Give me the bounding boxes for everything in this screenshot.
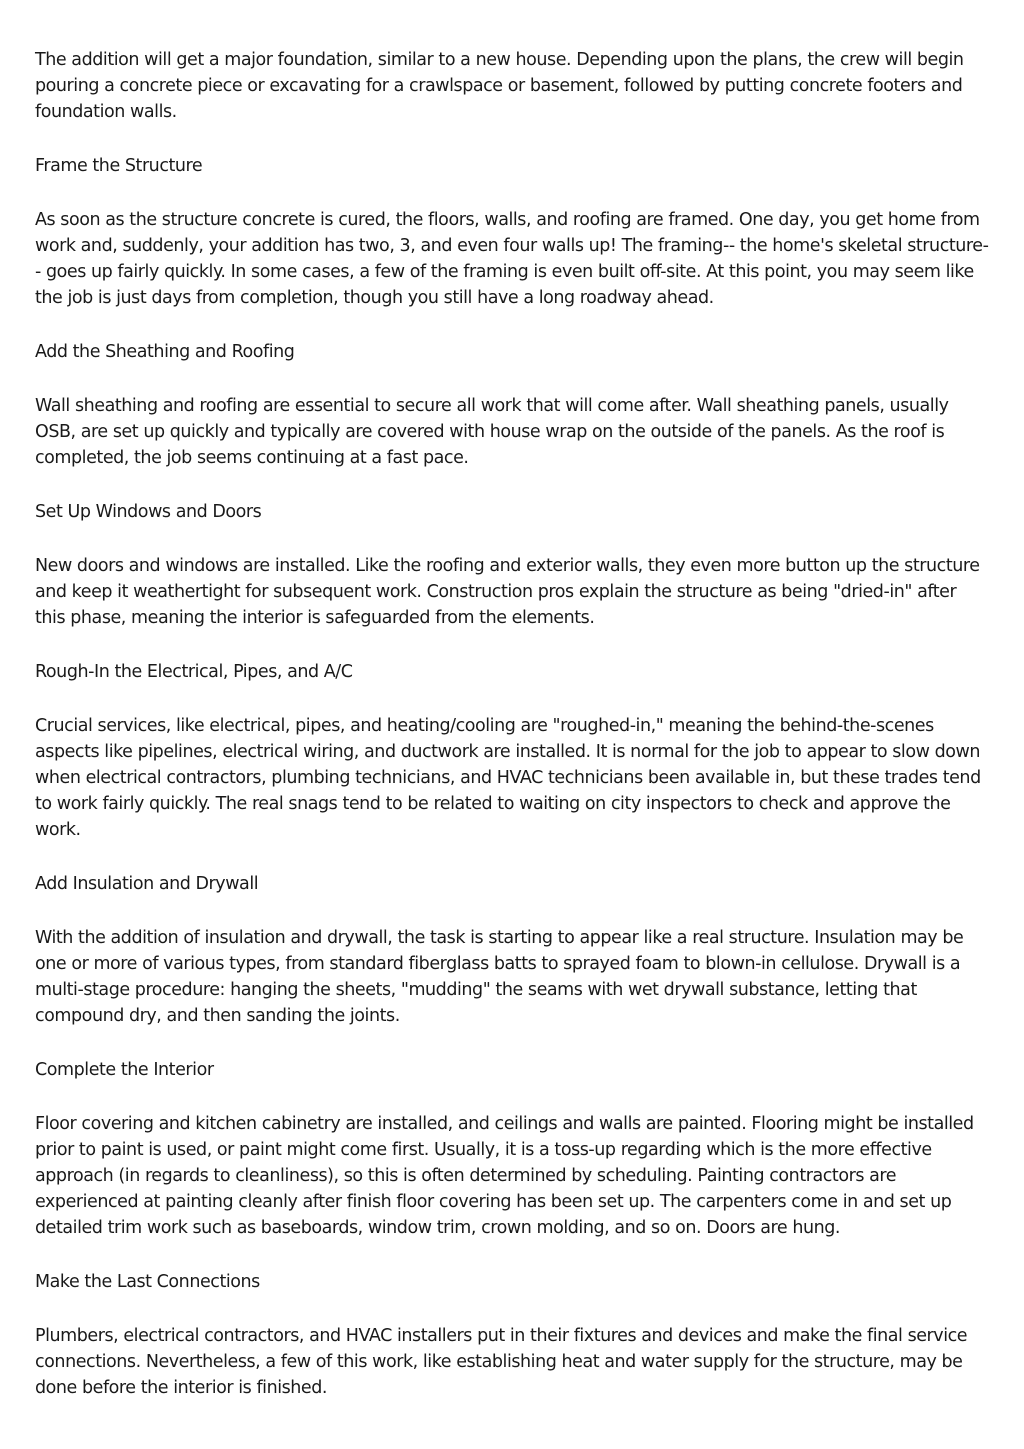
paragraph-framing: As soon as the structure concrete is cured, the floors, walls, and roofing are framed. One day, you get home from work and, suddenly, your addition has two, 3, and even four walls up! The framing-- the home's skeletal structure-- goes up fairly quickly. In some cases, a few of the framing is even built off-site. At this point, you may seem like the job is just days from completion, though you still have a long roadway ahead.	[35, 210, 989, 308]
heading-insulation-drywall: Add Insulation and Drywall	[35, 874, 259, 894]
heading-frame-the-structure: Frame the Structure	[35, 156, 203, 176]
paragraph-windows-doors: New doors and windows are installed. Like the roofing and exterior walls, they even more button up the structure and keep it weathertight for subsequent work. Construction pros explain the structure as being "dried-in" after this phase, meaning the interior is safeguarded from the elements.	[35, 556, 980, 628]
heading-sheathing-and-roofing: Add the Sheathing and Roofing	[35, 342, 295, 362]
paragraph-rough-in: Crucial services, like electrical, pipes, and heating/cooling are "roughed-in," meaning the behind-the-scenes aspects like pipelines, electrical wiring, and ductwork are installed. It is normal for the job to appear to slow down when electrical contractors, plumbing technicians, and HVAC technicians been available in, but these trades tend to work fairly quickly. The real snags tend to be related to waiting on city inspectors to check and approve the work.	[35, 716, 981, 840]
heading-rough-in: Rough-In the Electrical, Pipes, and A/C	[35, 662, 353, 682]
heading-complete-interior: Complete the Interior	[35, 1060, 214, 1080]
paragraph-insulation-drywall: With the addition of insulation and drywall, the task is starting to appear like a real structure. Insulation may be one or more of various types, from standard fiberglass batts to sprayed foam to blown-in cellulose. Drywall is a multi-stage procedure: hanging the sheets, "mudding" the seams with wet drywall substance, letting that compound dry, and then sanding the joints.	[35, 928, 964, 1026]
heading-windows-and-doors: Set Up Windows and Doors	[35, 502, 262, 522]
paragraph-complete-interior: Floor covering and kitchen cabinetry are installed, and ceilings and walls are painted. Flooring might be installed prior to paint is used, or paint might come first. Usually, it is a toss-up regarding which is the more effective approach (in regards to cleanliness), so this is often determined by scheduling. Painting contractors are experienced at painting cleanly after finish floor covering has been set up. The carpenters come in and set up detailed trim work such as baseboards, window trim, crown molding, and so on. Doors are hung.	[35, 1114, 974, 1238]
intro-paragraph: The addition will get a major foundation, similar to a new house. Depending upon the plans, the crew will begin pouring a concrete piece or excavating for a crawlspace or basement, followed by putting concrete footers and foundation walls.	[35, 50, 964, 122]
paragraph-last-connections: Plumbers, electrical contractors, and HVAC installers put in their fixtures and devices and make the final service connections. Nevertheless, a few of this work, like establishing heat and water supply for the structure, may be done before the interior is finished.	[35, 1326, 968, 1398]
document-page	[35, 47, 990, 1429]
heading-last-connections: Make the Last Connections	[35, 1272, 260, 1292]
paragraph-sheathing: Wall sheathing and roofing are essential to secure all work that will come after. Wall sheathing panels, usually OSB, are set up quickly and typically are covered with house wrap on the outside of the panels. As the roof is completed, the job seems continuing at a fast pace.	[35, 396, 949, 468]
